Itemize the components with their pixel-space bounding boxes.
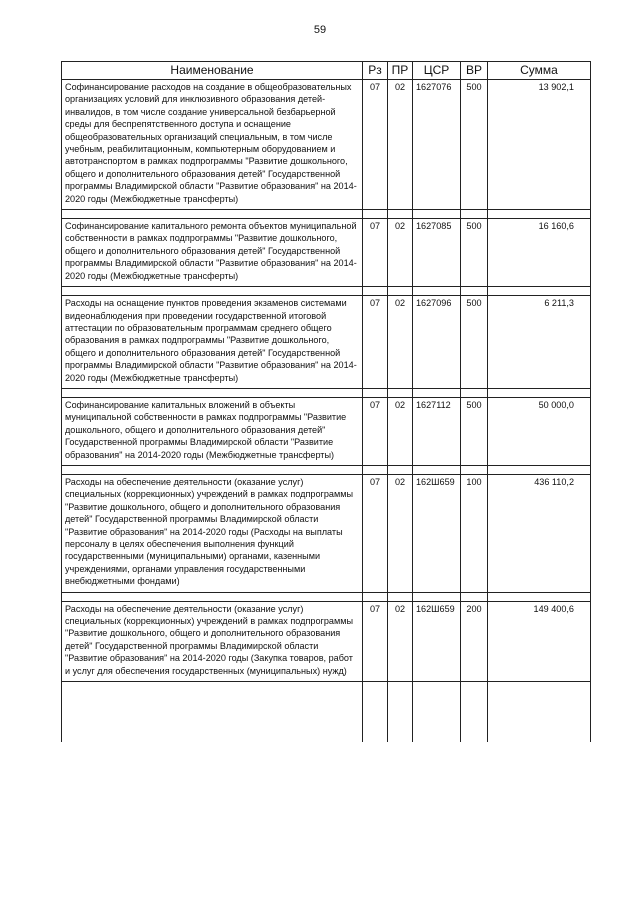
page-number: 59 (313, 24, 327, 36)
table-row (62, 601, 591, 681)
table-row (62, 296, 591, 389)
row-rz: 07 (363, 296, 388, 389)
row-pr: 02 (388, 397, 413, 465)
header-vr: ВР (461, 62, 488, 80)
table-header-row (62, 62, 591, 80)
row-pr: 02 (388, 219, 413, 287)
row-name: Расходы на обеспечение деятельности (оказание услуг) специальных (коррекционных) учреждений в рамках подпрограммы "Развитие дошкольного, общего и дополнительного образования детей" Государственной программы Владимирской области "Развитие образования" на 2014-2020 годы (Расходы на выплаты персоналу в целях обеспечения выполнения функций государственными (муниципальными) органами, казенными учреждениями, органами управления государственными внебюджетными фондами) (62, 474, 363, 592)
row-sum: 16 160,6 (488, 219, 591, 287)
row-name: Расходы на обеспечение деятельности (оказание услуг) специальных (коррекционных) учреждений в рамках подпрограммы "Развитие дошкольного, общего и дополнительного образования детей" Государственной программы Владимирской области "Развитие образования" на 2014-2020 годы (Закупка товаров, работ и услуг для обеспечения государственных (муниципальных) нужд) (62, 601, 363, 681)
row-sum: 13 902,1 (488, 80, 591, 210)
header-rz: Рз (363, 62, 388, 80)
table-row (62, 474, 591, 592)
budget-table (61, 61, 591, 742)
row-pr: 02 (388, 474, 413, 592)
row-spacer (62, 287, 591, 296)
row-vr: 500 (461, 296, 488, 389)
row-name: Софинансирование капитального ремонта объектов муниципальной собственности в рамках подпрограммы "Развитие дошкольного, общего и дополнительного образования детей" Государственной программы Владимирской области "Развитие образования" на 2014-2020 годы (Межбюджетные трансферты) (62, 219, 363, 287)
row-spacer (62, 388, 591, 397)
row-spacer (62, 465, 591, 474)
row-pr: 02 (388, 601, 413, 681)
row-csr: 162Ш659 (413, 601, 461, 681)
table-row (62, 80, 591, 210)
row-csr: 1627085 (413, 219, 461, 287)
row-vr: 500 (461, 219, 488, 287)
row-rz: 07 (363, 219, 388, 287)
row-vr: 500 (461, 80, 488, 210)
row-csr: 1627076 (413, 80, 461, 210)
row-spacer (62, 210, 591, 219)
row-sum: 149 400,6 (488, 601, 591, 681)
header-pr: ПР (388, 62, 413, 80)
row-vr: 100 (461, 474, 488, 592)
row-sum: 50 000,0 (488, 397, 591, 465)
row-spacer (62, 592, 591, 601)
table-row (62, 219, 591, 287)
table-row (62, 397, 591, 465)
row-vr: 200 (461, 601, 488, 681)
row-pr: 02 (388, 296, 413, 389)
row-name: Расходы на оснащение пунктов проведения экзаменов системами видеонаблюдения при проведении государственной итоговой аттестации по образовательным программам среднего общего образования в рамках подпрограммы "Развитие дошкольного, общего и дополнительного образования детей" Государственной программы Владимирской области "Развитие образования" на 2014-2020 годы (Межбюджетные трансферты) (62, 296, 363, 389)
row-sum: 6 211,3 (488, 296, 591, 389)
row-rz: 07 (363, 80, 388, 210)
header-name: Наименование (62, 62, 363, 80)
row-sum: 436 110,2 (488, 474, 591, 592)
row-csr: 1627096 (413, 296, 461, 389)
row-csr: 1627112 (413, 397, 461, 465)
row-name: Софинансирование капитальных вложений в объекты муниципальной собственности в рамках подпрограммы "Развитие дошкольного, общего и дополнительного образования детей" Государственной программы Владимирской области "Развитие образования" на 2014-2020 годы (Межбюджетные трансферты) (62, 397, 363, 465)
row-rz: 07 (363, 474, 388, 592)
header-csr: ЦСР (413, 62, 461, 80)
row-vr: 500 (461, 397, 488, 465)
row-rz: 07 (363, 397, 388, 465)
row-spacer (62, 682, 591, 743)
row-rz: 07 (363, 601, 388, 681)
row-csr: 162Ш659 (413, 474, 461, 592)
row-name: Софинансирование расходов на создание в общеобразовательных организациях условий для инклюзивного образования детей-инвалидов, в том числе создание универсальной безбарьерной среды для беспрепятственного доступа и оснащение общеобразовательных организаций специальным, в том числе учебным, реабилитационным, компьютерным оборудованием и автотранспортом в рамках подпрограммы "Развитие дошкольного, общего и дополнительного образования детей" Государственной программы Владимирской области "Развитие образования" на 2014-2020 годы (Межбюджетные трансферты) (62, 80, 363, 210)
row-pr: 02 (388, 80, 413, 210)
header-sum: Сумма (488, 62, 591, 80)
